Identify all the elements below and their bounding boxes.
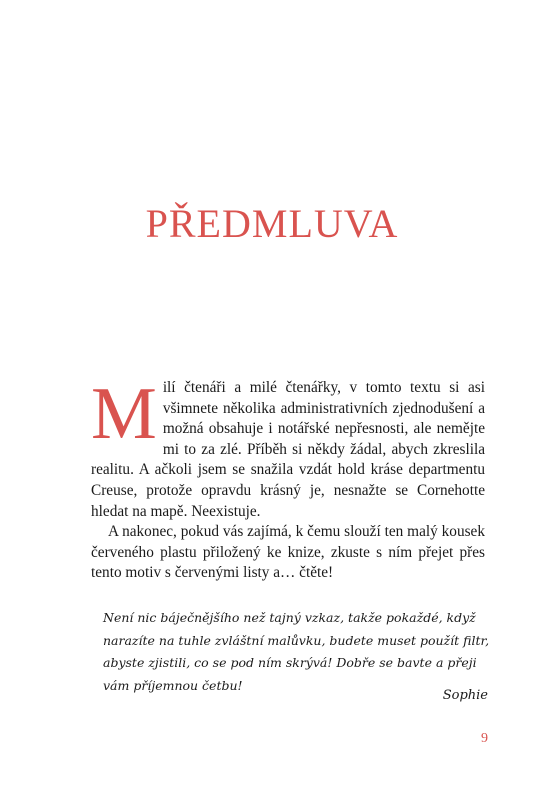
paragraph-2: A nakonec, pokud vás zajímá, k čemu slouží ten malý kousek červeného plastu přiložený ke knize, zkuste s ním přejet přes tento motiv s červenými listy a… čtěte! <box>91 523 485 582</box>
signature: Sophie <box>442 688 488 703</box>
paragraph-1 <box>91 373 485 522</box>
handwritten-note: Není nic báječnějšího než tajný vzkaz, takže pokaždé, když narazíte na tuhle zvláštní malůvku, budete muset použít filtr, abyste zjistili, co se pod ním skrývá! Dobře se bavte a přeji vám příjemnou četbu! <box>103 610 490 693</box>
drop-cap: M <box>91 373 157 455</box>
page-title: PŘEDMLUVA <box>145 201 399 246</box>
body-text <box>91 373 485 584</box>
paragraph-1-text: ilí čtenáři a milé čtenářky, v tomto textu si asi všimnete několika administrativních zjednodušení a možná obsahuje i notářské nepřesnosti, ale nemějte mi to za zlé. Příběh si někdy žádal, abych zkreslila realitu. A ačkoli jsem se snažila vzdát hold kráse departmentu Creuse, protože opravdu krásný je, nesnažte se Cornehotte hledat na mapě. Neexistuje. <box>91 379 485 520</box>
page-number: 9 <box>481 731 488 746</box>
